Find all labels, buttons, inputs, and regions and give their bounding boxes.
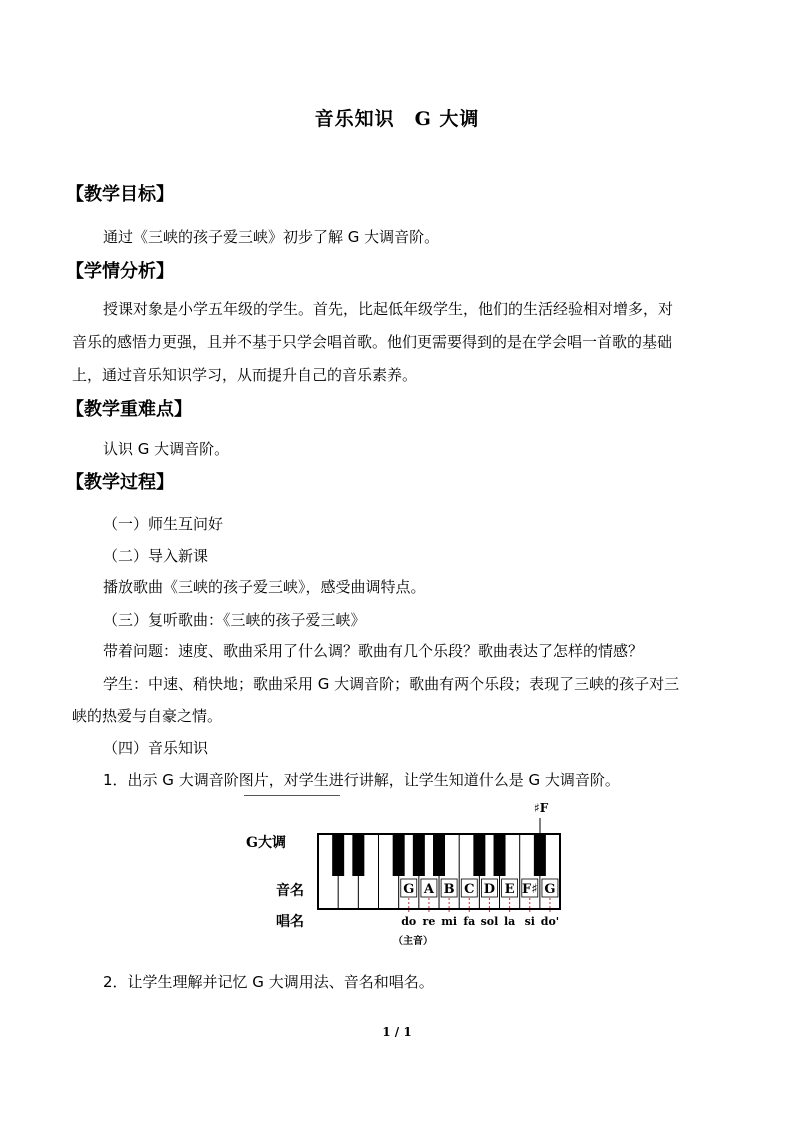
note-name: E — [504, 882, 515, 897]
focus-text: 认识 G 大调音阶。 — [103, 440, 230, 458]
process-line: （一）师生互问好 — [103, 515, 224, 533]
analysis-heading: 【学情分析】 — [66, 261, 174, 282]
solfege-name: sol — [480, 915, 499, 928]
black-key — [433, 834, 445, 876]
solfege-name: si — [524, 915, 535, 928]
sharp-f-label: ♯F — [534, 801, 549, 815]
focus-heading: 【教学重难点】 — [66, 399, 192, 420]
note-name: G — [403, 882, 415, 897]
process-heading: 【教学过程】 — [66, 472, 174, 493]
tonic-note-label: （主音） — [393, 936, 433, 947]
process-line: （四）音乐知识 — [103, 739, 209, 757]
black-key — [473, 834, 485, 876]
page-number: 1 / 1 — [382, 1025, 412, 1039]
black-key — [393, 834, 405, 876]
process-line: 带着问题：速度、歌曲采用了什么调？歌曲有几个乐段？歌曲表达了怎样的情感？ — [103, 642, 644, 660]
process-line: 峡的热爱与自豪之情。 — [72, 707, 223, 725]
g-major-keyboard-figure — [310, 796, 570, 951]
analysis-line: 音乐的感悟力更强，且并不基于只学会唱首歌。他们更需要得到的是在学会唱一首歌的基础 — [72, 333, 673, 351]
black-key — [494, 834, 506, 876]
process-line: （三）复听歌曲：《三峡的孩子爱三峡》 — [103, 611, 366, 629]
solfege-name: do' — [540, 915, 560, 928]
process-line: 播放歌曲《三峡的孩子爱三峡》，感受曲调特点。 — [103, 578, 426, 596]
solfege-name: do — [401, 915, 417, 928]
note-name: A — [423, 882, 434, 897]
objective-text: 通过《三峡的孩子爱三峡》初步了解 G 大调音阶。 — [103, 228, 440, 246]
process-line: 学生：中速、稍快地；歌曲采用 G 大调音阶；歌曲有两个乐段；表现了三峡的孩子对三 — [103, 675, 680, 693]
figure-row-label: 音名 — [276, 883, 304, 899]
black-key — [413, 834, 425, 876]
black-key — [352, 834, 364, 876]
analysis-line: 授课对象是小学五年级的学生。首先，比起低年级学生，他们的生活经验相对增多，对 — [103, 300, 674, 318]
black-key — [534, 834, 546, 876]
solfege-name: re — [422, 915, 436, 928]
process-line: 1．出示 G 大调音阶图片，对学生进行讲解，让学生知道什么是 G 大调音阶。 — [103, 771, 620, 789]
black-key — [332, 834, 344, 876]
note-name: G — [544, 882, 556, 897]
solfege-name: mi — [441, 915, 458, 928]
objective-heading: 【教学目标】 — [66, 184, 174, 205]
solfege-name: la — [503, 915, 516, 928]
process-line: （二）导入新课 — [103, 547, 209, 565]
note-name: D — [483, 882, 496, 897]
note-name: F♯ — [522, 882, 538, 897]
note-name: B — [443, 882, 455, 897]
closing-line: 2．让学生理解并记忆 G 大调用法、音名和唱名。 — [103, 973, 434, 991]
page-title: 音乐知识 G 大调 — [314, 108, 480, 130]
figure-row-label: 唱名 — [276, 914, 304, 930]
note-name: C — [464, 882, 475, 897]
analysis-line: 上，通过音乐知识学习，从而提升自己的音乐素养。 — [72, 366, 418, 384]
figure-row-label: G大调 — [246, 835, 286, 851]
solfege-name: fa — [463, 915, 476, 928]
